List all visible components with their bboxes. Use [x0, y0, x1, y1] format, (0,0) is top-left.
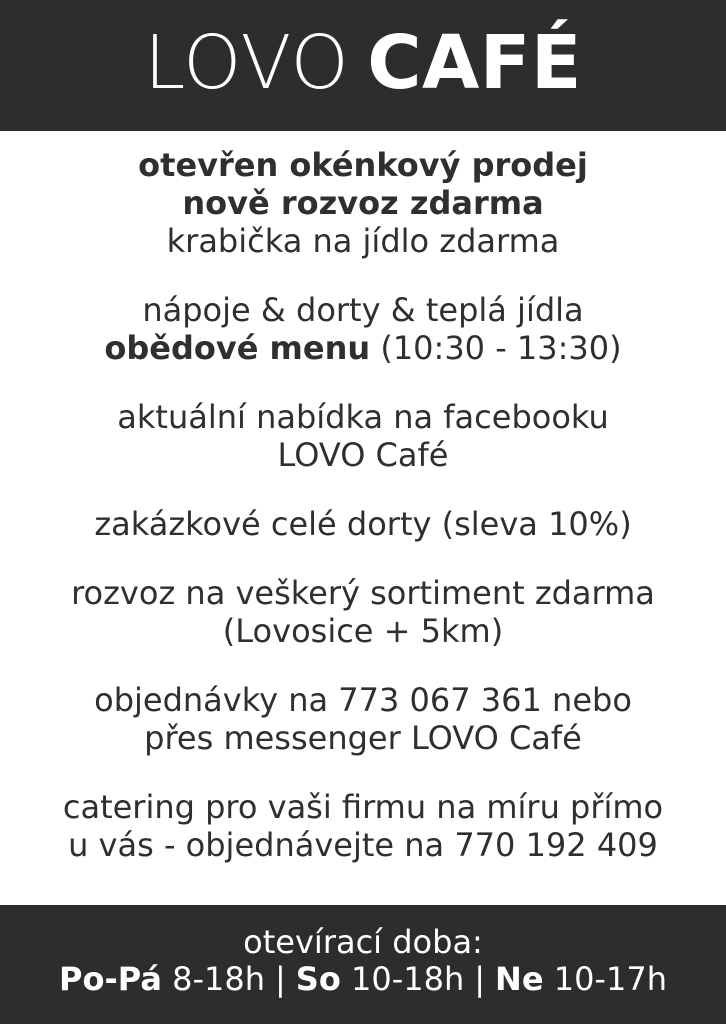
- catering-line-1: catering pro vaši firmu na míru přímo: [62, 788, 664, 826]
- hours-separator: |: [474, 960, 486, 998]
- window-sale-line: otevřen okénkový prodej: [138, 146, 588, 184]
- facebook-page-name: LOVO Café: [277, 436, 449, 474]
- po-pa-label: Po-Pá: [59, 960, 162, 998]
- free-delivery-line: nově rozvoz zdarma: [182, 184, 544, 222]
- custom-cakes-line: zakázkové celé dorty (sleva 10%): [94, 505, 632, 543]
- so-label: So: [295, 960, 341, 998]
- lunch-menu-time: (10:30 - 13:30): [370, 329, 622, 367]
- delivery-line: rozvoz na veškerý sortiment zdarma: [71, 574, 655, 612]
- section-gap: [0, 474, 726, 505]
- section-gap: [0, 367, 726, 398]
- section-gap: [0, 260, 726, 291]
- opening-hours-line: [0, 960, 726, 998]
- brand-lovo: LOVO: [144, 19, 350, 106]
- so-hours: 10-18h: [340, 960, 465, 998]
- section-gap: [0, 757, 726, 788]
- header-band: [0, 0, 726, 131]
- opening-hours-title: otevírací doba:: [243, 923, 483, 961]
- section-gap: [0, 650, 726, 681]
- facebook-offer-line: aktuální nabídka na facebooku: [117, 398, 609, 436]
- offer-line: nápoje & dorty & teplá jídla: [142, 291, 584, 329]
- orders-messenger-line: přes messenger LOVO Café: [144, 719, 582, 757]
- main-content: [0, 146, 726, 864]
- hours-separator: |: [275, 960, 286, 998]
- ne-hours: 10-17h: [543, 960, 667, 998]
- footer-band: [0, 905, 726, 1024]
- po-pa-hours: 8-18h: [161, 960, 266, 998]
- food-box-line: krabička na jídlo zdarma: [166, 222, 560, 260]
- lunch-menu-line: [0, 329, 726, 367]
- orders-phone-line: objednávky na 773 067 361 nebo: [94, 681, 632, 719]
- delivery-area-line: (Lovosice + 5km): [222, 612, 504, 650]
- brand-title: [144, 19, 582, 106]
- lunch-menu-label: obědové menu: [104, 329, 371, 367]
- ne-label: Ne: [495, 960, 544, 998]
- catering-line-2: u vás - objednávejte na 770 192 409: [68, 826, 658, 864]
- brand-cafe: CAFÉ: [367, 19, 582, 106]
- section-gap: [0, 543, 726, 574]
